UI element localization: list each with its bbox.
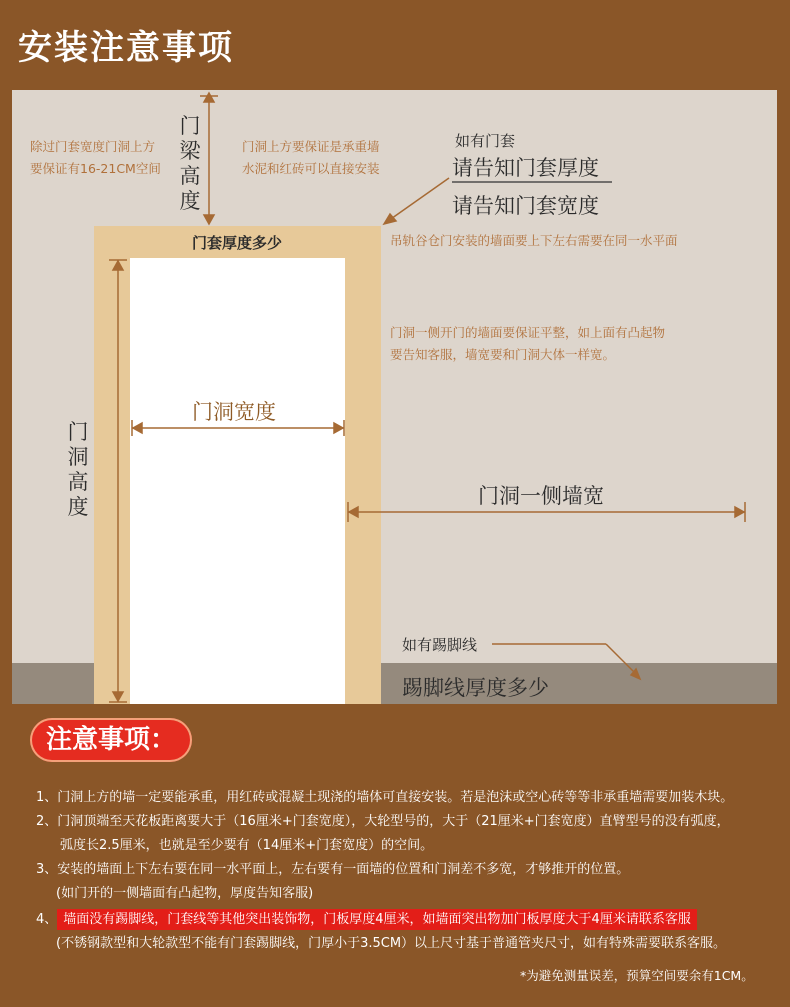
highlight-warning: 墙面没有踢脚线，门套线等其他突出装饰物，门板厚度4厘米，如墙面突出物加门板厚度大于4厘米请联系客服	[57, 909, 697, 930]
side-wall-width-label: 门洞一侧墙宽	[478, 484, 604, 508]
baseboard-thickness: 踢脚线厚度多少	[402, 676, 549, 700]
list-item: 4、 墙面没有踢脚线，门套线等其他突出装饰物，门板厚度4厘米，如墙面突出物加门板厚度大于4厘米请联系客服	[36, 908, 697, 927]
list-item: 2、门洞顶端至天花板距离要大于（16厘米+门套宽度），大轮型号的，大于（21厘米+门套宽度）直臂型号的没有弧度，	[36, 814, 730, 829]
wall-flat-note: 门洞一侧开门的墙面要保证平整，如上面有凸起物 要告知客服，墙宽要和门洞大体一样宽。	[390, 325, 666, 362]
footnote: *为避免测量误差，预算空间要余有1CM。	[520, 968, 754, 983]
list-item: 3、安装的墙面上下左右要在同一水平面上，左右要有一面墙的位置和门洞差不多宽，才够推开的位置。	[36, 862, 630, 877]
door-frame-width: 请告知门套宽度	[452, 194, 599, 218]
page-title: 安装注意事项	[18, 28, 234, 68]
beam-height-label: 门 梁 高 度	[179, 114, 201, 213]
note-left-top: 除过门套宽度门洞上方 要保证有16-21CM空间	[30, 139, 161, 176]
list-item: (不锈钢款型和大轮款型不能有门套踢脚线，门厚小于3.5CM）以上尺寸基于普通管夹尺寸，如有特殊需要联系客服。	[56, 936, 727, 951]
list-item: (如门开的一侧墙面有凸起物，厚度告知客服)	[56, 886, 314, 901]
list-item: 1、门洞上方的墙一定要能承重，用红砖或混凝土现浇的墙体可直接安装。若是泡沫或空心砖等等非承重墙需要加装木块。	[36, 790, 734, 805]
door-frame-pointer	[388, 178, 449, 221]
opening-height-label: 门 洞 高 度	[67, 420, 89, 519]
opening-width-label: 门洞宽度	[192, 400, 276, 424]
note-center-top: 门洞上方要保证是承重墙 水泥和红砖可以直接安装	[242, 139, 380, 176]
baseboard-prefix: 如有踢脚线	[402, 636, 478, 654]
notice-badge: 注意事项：	[30, 718, 192, 762]
frame-thickness-label: 门套厚度多少	[192, 234, 283, 252]
dimension-lines	[12, 90, 777, 704]
list-item: 弧度长2.5厘米，也就是至少要有（14厘米+门套宽度）的空间。	[60, 838, 434, 853]
rail-note: 吊轨谷仓门安装的墙面要上下左右需要在同一水平面	[390, 233, 678, 248]
door-frame-prefix: 如有门套	[455, 132, 516, 150]
door-frame-thickness: 请告知门套厚度	[452, 156, 599, 180]
install-diagram	[12, 90, 777, 704]
